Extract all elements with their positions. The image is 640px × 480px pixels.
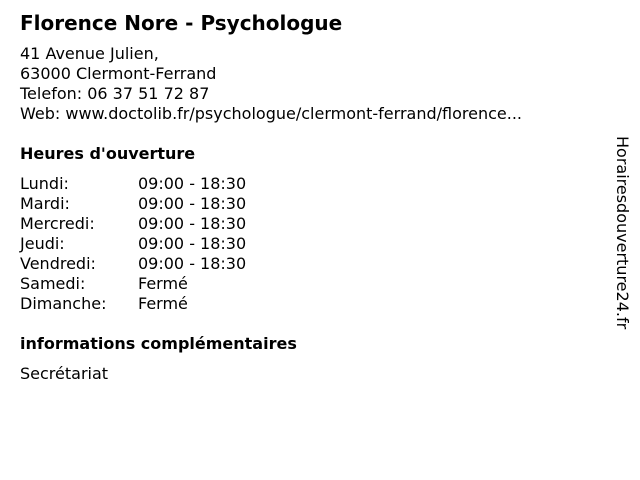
contact-block bbox=[20, 44, 522, 124]
day-hours: 09:00 - 18:30 bbox=[138, 234, 247, 253]
phone-line: Telefon: 06 37 51 72 87 bbox=[20, 84, 210, 103]
day-label: Dimanche: bbox=[20, 294, 107, 313]
day-label: Mardi: bbox=[20, 194, 70, 213]
hours-row bbox=[20, 254, 522, 274]
day-hours: 09:00 - 18:30 bbox=[138, 214, 247, 233]
day-label: Lundi: bbox=[20, 174, 69, 193]
day-hours: 09:00 - 18:30 bbox=[138, 194, 247, 213]
day-label: Mercredi: bbox=[20, 214, 95, 233]
address-line-2: 63000 Clermont-Ferrand bbox=[20, 64, 217, 83]
day-hours: 09:00 - 18:30 bbox=[138, 174, 247, 193]
day-hours: Fermé bbox=[138, 294, 188, 313]
hours-list bbox=[20, 174, 522, 314]
hours-row bbox=[20, 194, 522, 214]
hours-row bbox=[20, 234, 522, 254]
hours-row bbox=[20, 214, 522, 234]
hours-row bbox=[20, 274, 522, 294]
hours-row bbox=[20, 174, 522, 194]
address-line-1: 41 Avenue Julien, bbox=[20, 44, 159, 63]
extra-info-text: Secrétariat bbox=[20, 364, 109, 383]
day-label: Jeudi: bbox=[20, 234, 65, 253]
listing-card bbox=[20, 10, 522, 384]
day-label: Vendredi: bbox=[20, 254, 96, 273]
site-watermark: Horairesdouverture24.fr bbox=[613, 136, 632, 330]
day-label: Samedi: bbox=[20, 274, 86, 293]
day-hours: 09:00 - 18:30 bbox=[138, 254, 247, 273]
day-hours: Fermé bbox=[138, 274, 188, 293]
extra-info-title: informations complémentaires bbox=[20, 334, 297, 353]
web-line: Web: www.doctolib.fr/psychologue/clermont-ferrand/florence... bbox=[20, 104, 522, 123]
page-title: Florence Nore - Psychologue bbox=[20, 11, 343, 35]
hours-title: Heures d'ouverture bbox=[20, 144, 196, 163]
hours-row bbox=[20, 294, 522, 314]
